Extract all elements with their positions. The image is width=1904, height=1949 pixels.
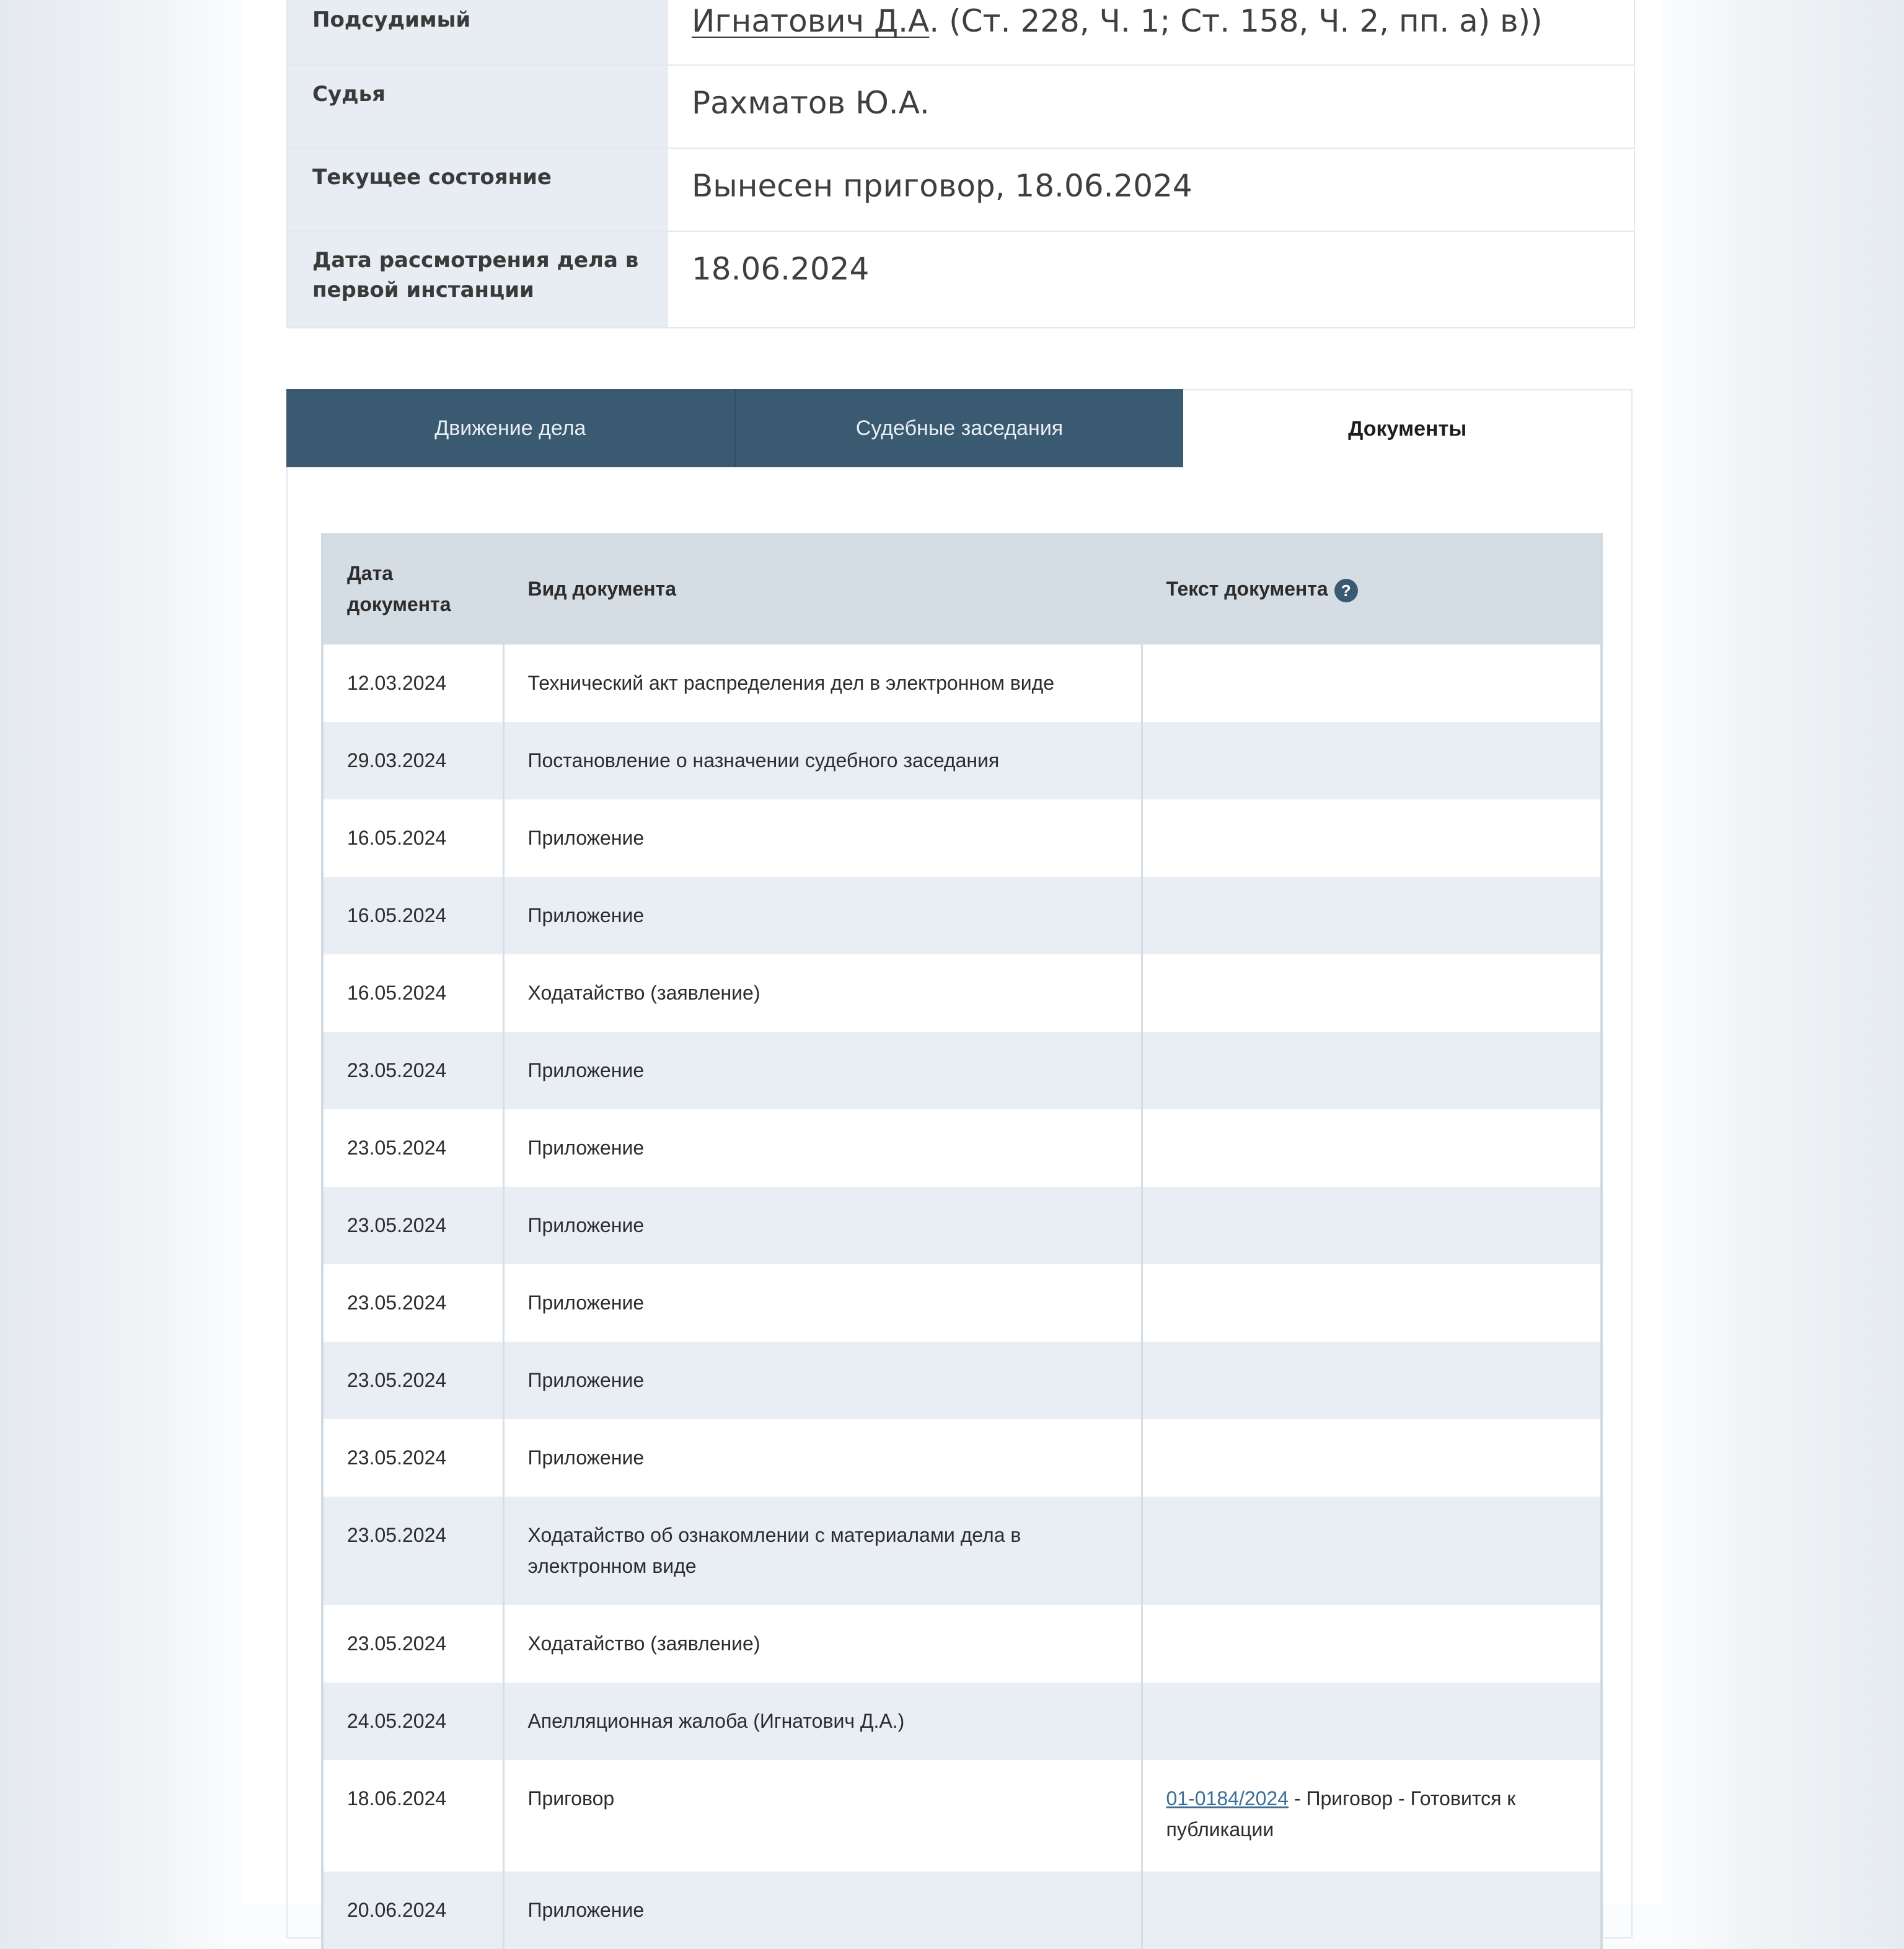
table-row [322,799,1602,877]
cell-type: Приложение [503,877,1142,954]
info-label: Подсудимый [288,0,668,64]
table-row [322,1872,1602,1949]
cell-type: Апелляционная жалоба (Игнатович Д.А.) [503,1683,1142,1760]
cell-date: 23.05.2024 [322,1497,503,1605]
cell-type: Приговор [503,1760,1142,1872]
cell-text [1142,722,1602,799]
cell-type: Приложение [503,1187,1142,1264]
cell-date: 29.03.2024 [322,722,503,799]
cell-date: 24.05.2024 [322,1683,503,1760]
info-value: Вынесен приговор, 18.06.2024 [692,168,1192,204]
cell-type: Приложение [503,1032,1142,1109]
cell-text [1142,1187,1602,1264]
table-row [322,954,1602,1032]
cell-date: 18.06.2024 [322,1760,503,1872]
table-row [322,1419,1602,1497]
table-row [322,1683,1602,1760]
info-row-first-instance [288,231,1634,327]
cell-text [1142,1683,1602,1760]
cell-date: 23.05.2024 [322,1342,503,1419]
table-row [322,1760,1602,1872]
cell-date: 20.06.2024 [322,1872,503,1949]
header-text [1142,533,1602,645]
info-value [668,0,1634,64]
cell-type: Ходатайство (заявление) [503,1605,1142,1683]
defendant-charges: . (Ст. 228, Ч. 1; Ст. 158, Ч. 2, пп. а) в)) [929,3,1543,39]
cell-text [1142,1032,1602,1109]
cell-text [1142,1109,1602,1187]
cell-type: Приложение [503,1872,1142,1949]
table-row [322,722,1602,799]
cell-type: Приложение [503,799,1142,877]
tabs-panel [286,389,1633,1938]
documents-table [321,533,1603,1949]
tab-bar [286,389,1633,467]
info-label: Дата рассмотрения дела в первой инстанции [288,232,668,327]
cell-text [1142,1419,1602,1497]
cell-date: 16.05.2024 [322,799,503,877]
table-row [322,645,1602,722]
page [242,0,1662,1921]
table-row [322,1032,1602,1109]
cell-type: Приложение [503,1109,1142,1187]
info-row-status [288,147,1634,231]
table-row [322,1605,1602,1683]
tab-court-sessions[interactable]: Судебные заседания [734,389,1184,467]
table-row [322,1342,1602,1419]
cell-type: Приложение [503,1419,1142,1497]
tab-documents[interactable]: Документы [1183,389,1633,467]
cell-text [1142,1497,1602,1605]
cell-text [1142,799,1602,877]
cell-text [1142,954,1602,1032]
cell-type: Приложение [503,1264,1142,1342]
cell-date: 23.05.2024 [322,1032,503,1109]
cell-text [1142,1605,1602,1683]
table-row [322,1109,1602,1187]
document-status: - Приговор - Готовится к публикации [1166,1787,1516,1841]
cell-type: Ходатайство (заявление) [503,954,1142,1032]
info-label: Судья [288,66,668,147]
info-value: Рахматов Ю.А. [692,85,930,121]
cell-text [1142,877,1602,954]
cell-date: 23.05.2024 [322,1109,503,1187]
case-info-table [286,0,1635,328]
table-header-row [322,533,1602,645]
cell-text [1142,1342,1602,1419]
table-row [322,1187,1602,1264]
cell-text [1142,1760,1602,1872]
cell-date: 16.05.2024 [322,954,503,1032]
cell-date: 23.05.2024 [322,1419,503,1497]
table-row [322,877,1602,954]
info-label: Текущее состояние [288,149,668,231]
cell-date: 23.05.2024 [322,1605,503,1683]
cell-text [1142,1264,1602,1342]
table-row [322,1497,1602,1605]
tab-case-movement[interactable]: Движение дела [286,389,734,467]
cell-date: 23.05.2024 [322,1264,503,1342]
header-date: Дата документа [322,533,503,645]
info-row-defendant [288,0,1634,64]
cell-type: Приложение [503,1342,1142,1419]
info-row-judge [288,64,1634,147]
cell-text [1142,1872,1602,1949]
help-icon[interactable]: ? [1334,579,1358,602]
cell-type: Ходатайство об ознакомлении с материалами дела в электронном виде [503,1497,1142,1605]
header-text-label: Текст документа [1166,578,1328,600]
cell-text [1142,645,1602,722]
cell-date: 16.05.2024 [322,877,503,954]
cell-type: Технический акт распределения дел в электронном виде [503,645,1142,722]
cell-date: 23.05.2024 [322,1187,503,1264]
header-type: Вид документа [503,533,1142,645]
info-value: 18.06.2024 [692,251,870,287]
cell-date: 12.03.2024 [322,645,503,722]
defendant-link[interactable]: Игнатович Д.А [692,3,930,39]
table-row [322,1264,1602,1342]
document-link[interactable]: 01-0184/2024 [1166,1787,1289,1810]
cell-type: Постановление о назначении судебного заседания [503,722,1142,799]
